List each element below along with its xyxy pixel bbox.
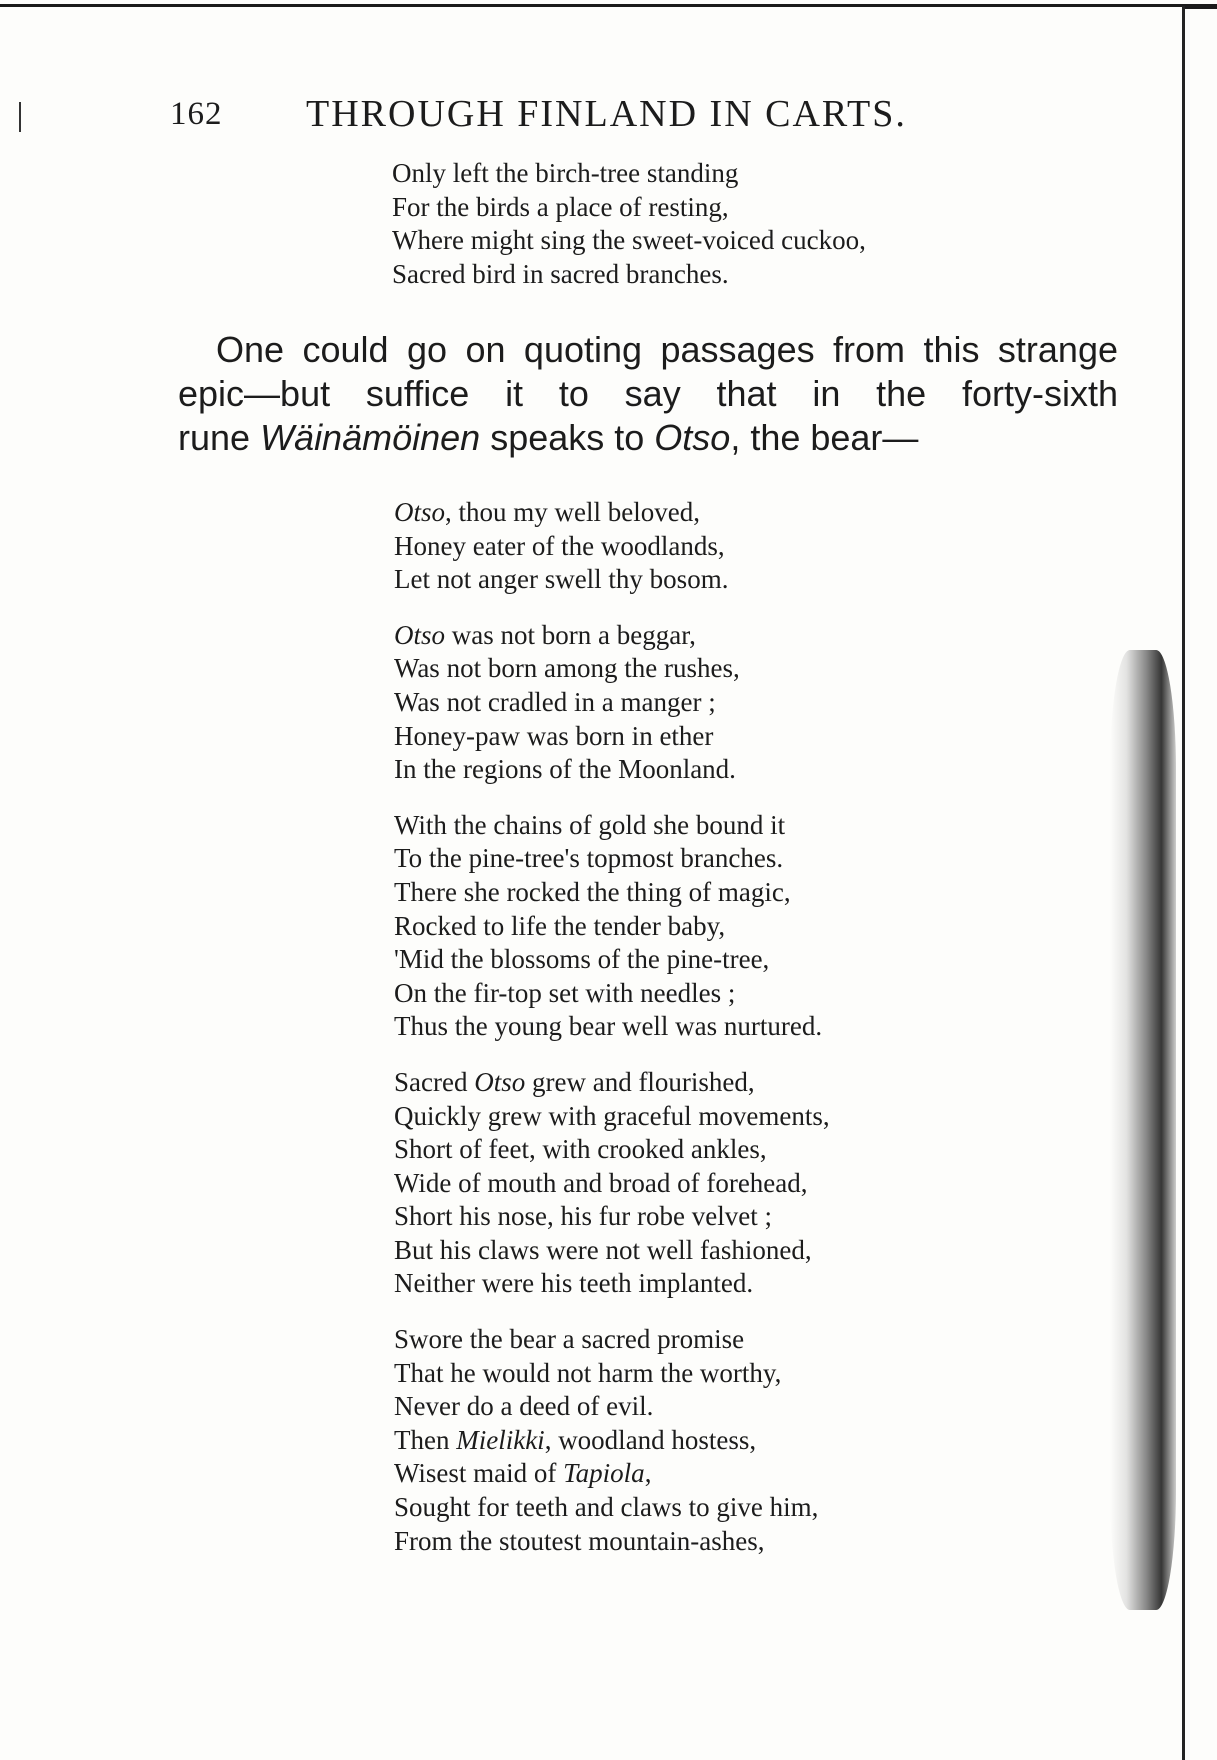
verse-line: There she rocked the thing of magic, — [394, 876, 791, 907]
stanza-2 — [394, 619, 830, 787]
verse-line: Quickly grew with graceful movements, — [394, 1100, 830, 1131]
verse-line — [394, 1457, 830, 1491]
name-tapiola: Tapiola — [563, 1458, 645, 1489]
verse-line: Wide of mouth and broad of forehead, — [394, 1167, 808, 1198]
prose-paragraph — [178, 328, 1118, 460]
running-title: THROUGH FINLAND IN CARTS. — [306, 93, 907, 135]
verse-block-birch — [392, 157, 866, 291]
verse-text: Wisest maid of — [394, 1458, 564, 1489]
verse-line: In the regions of the Moonland. — [394, 754, 736, 785]
verse-text: Then — [394, 1424, 457, 1455]
prose-line: One could go on quoting passages from this strange — [216, 329, 1118, 370]
verse-line: Was not cradled in a manger ; — [394, 686, 716, 717]
verse-line: Thus the young bear well was nurtured. — [394, 1011, 823, 1042]
name-otso: Otso — [394, 619, 446, 650]
prose-text: speaks to — [480, 417, 655, 458]
verse-line: From the stoutest mountain-ashes, — [394, 1525, 765, 1556]
top-border-rule — [0, 4, 1192, 7]
verse-text: was not born a beggar, — [445, 619, 696, 650]
verse-line: That he would not harm the worthy, — [394, 1357, 782, 1388]
verse-line: To the pine-tree's topmost branches. — [394, 843, 784, 874]
stanza-4 — [394, 1066, 830, 1301]
verse-line — [394, 619, 830, 653]
verse-line: Where might sing the sweet-voiced cuckoo, — [392, 225, 866, 256]
stanza-5 — [394, 1323, 830, 1558]
verse-line: Honey-paw was born in ether — [394, 720, 714, 751]
verse-line — [394, 1424, 830, 1458]
verse-text: , woodland hostess, — [544, 1424, 757, 1455]
verse-line: For the birds a place of resting, — [392, 191, 729, 222]
verse-line: Honey eater of the woodlands, — [394, 530, 725, 561]
verse-line: Sought for teeth and claws to give him, — [394, 1492, 819, 1523]
verse-line: Was not born among the rushes, — [394, 653, 740, 684]
verse-line: Only left the birch-tree standing — [392, 158, 739, 188]
page-header — [170, 92, 1070, 142]
verse-line: Let not anger swell thy bosom. — [394, 564, 729, 595]
verse-line: Sacred bird in sacred branches. — [392, 258, 729, 289]
verse-line — [394, 496, 830, 530]
name-mielikki: Mielikki — [456, 1424, 545, 1455]
verse-line: Rocked to life the tender baby, — [394, 910, 726, 941]
prose-line: epic—but suffice it to say that in the forty-sixth — [178, 373, 1118, 414]
page-number: 162 — [170, 96, 223, 132]
stanza-3 — [394, 809, 830, 1044]
top-right-corner-rule — [1183, 4, 1217, 9]
verse-block-otso — [394, 496, 830, 1558]
stanza-1 — [394, 496, 830, 597]
right-border-rule — [1182, 6, 1185, 1760]
name-otso: Otso — [474, 1066, 526, 1097]
verse-line: But his claws were not well fashioned, — [394, 1234, 812, 1265]
name-otso: Otso — [654, 417, 731, 458]
verse-line: On the fir-top set with needles ; — [394, 977, 736, 1008]
prose-text: rune — [178, 417, 261, 458]
verse-line: Short his nose, his fur robe velvet ; — [394, 1201, 772, 1232]
name-otso: Otso — [394, 497, 446, 527]
verse-text: grew and flourished, — [525, 1066, 755, 1097]
left-margin-mark — [19, 102, 21, 132]
verse-text: , — [644, 1458, 652, 1489]
verse-line: Swore the bear a sacred promise — [394, 1324, 745, 1355]
verse-line: Short of feet, with crooked ankles, — [394, 1134, 767, 1165]
prose-text: , the bear— — [730, 417, 919, 458]
verse-line: 'Mid the blossoms of the pine-tree, — [394, 944, 770, 975]
verse-line: With the chains of gold she bound it — [394, 809, 786, 840]
name-wainamoinen: Wäinämöinen — [260, 417, 481, 458]
verse-text: , thou my well beloved, — [445, 497, 700, 527]
verse-line: Neither were his teeth implanted. — [394, 1268, 754, 1299]
verse-line — [394, 1066, 830, 1100]
prose-line — [178, 416, 1118, 460]
verse-text: Sacred — [394, 1066, 475, 1097]
page-edge-shadow — [1110, 650, 1176, 1610]
verse-line: Never do a deed of evil. — [394, 1391, 654, 1422]
